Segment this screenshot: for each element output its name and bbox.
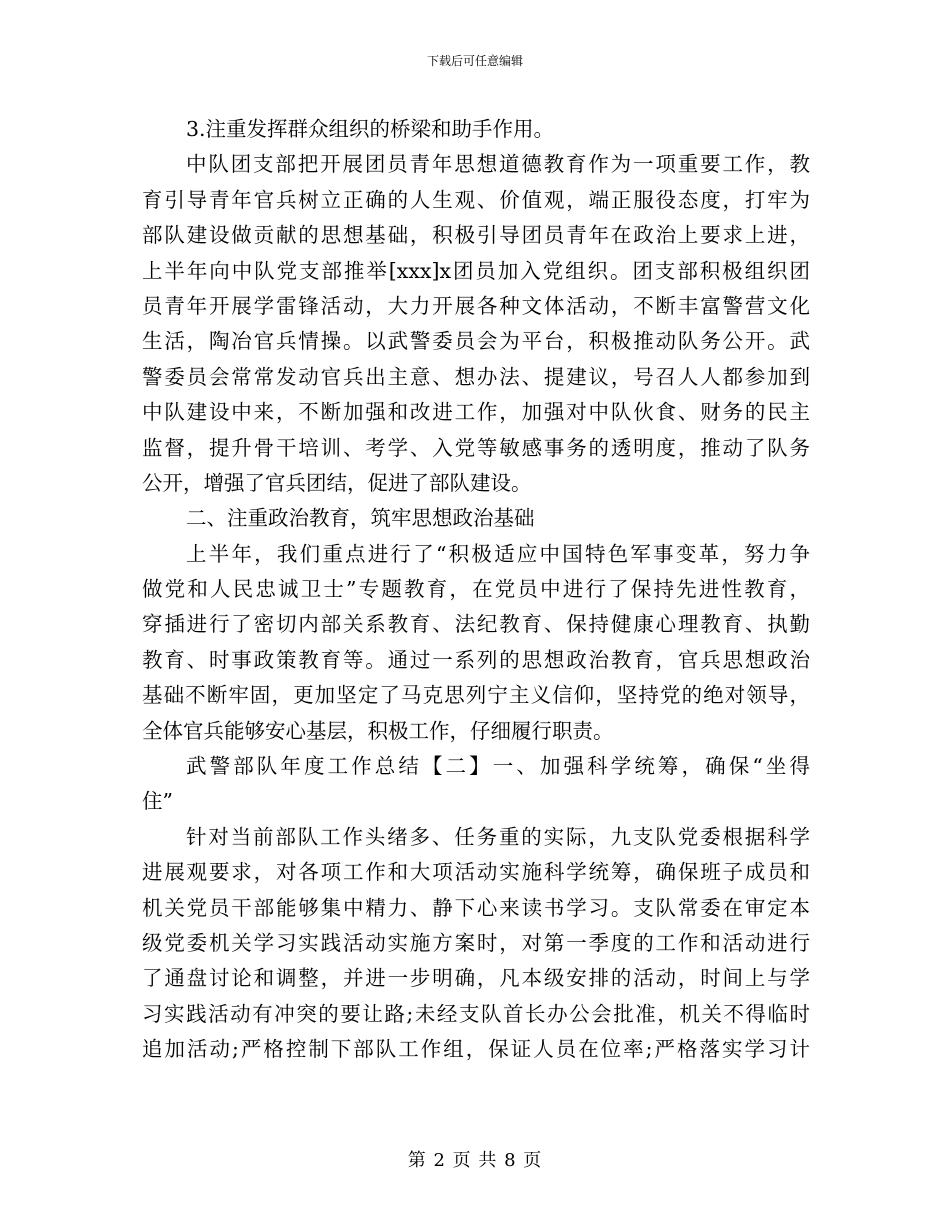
text-line: 上半年，我们重点进行了“积极适应中国特色军事变革，努力争 <box>186 541 810 566</box>
text-line: 教育、时事政策教育等。通过一系列的思想政治教育，官兵思想政治 <box>142 647 810 672</box>
text-line: 监督，提升骨干培训、考学、入党等敏感事务的透明度，推动了队务 <box>142 435 810 460</box>
text-line: 二、注重政治教育，筑牢思想政治基础 <box>186 506 535 531</box>
text-line: 公开，增强了官兵团结，促进了部队建设。 <box>142 470 532 495</box>
text-line: 进展观要求，对各项工作和大项活动实施科学统筹，确保班子成员和 <box>142 860 810 885</box>
text-line: 上半年向中队党支部推举[xxx]x团员加入党组织。团支部积极组织团 <box>142 258 810 283</box>
text-line: 员青年开展学雷锋活动，大力开展各种文体活动，不断丰富警营文化 <box>142 293 810 318</box>
text-line: 育引导青年官兵树立正确的人生观、价值观，端正服役态度，打牢为 <box>142 187 810 212</box>
text-line: 中队团支部把开展团员青年思想道德教育作为一项重要工作，教 <box>186 152 810 177</box>
document-body <box>142 112 810 1068</box>
text-line: 中队建设中来，不断加强和改进工作，加强对中队伙食、财务的民主 <box>142 400 810 425</box>
text-line: 穿插进行了密切内部关系教育、法纪教育、保持健康心理教育、执勤 <box>142 612 810 637</box>
text-line: 警委员会常常发动官兵出主意、想办法、提建议，号召人人都参加到 <box>142 364 810 389</box>
text-line: 做党和人民忠诚卫士”专题教育，在党员中进行了保持先进性教育， <box>142 577 810 602</box>
page-number: 第 2 页 共 8 页 <box>407 1150 543 1171</box>
text-line: 习实践活动有冲突的要让路;未经支队首长办公会批准，机关不得临时 <box>142 1001 810 1026</box>
text-line: 级党委机关学习实践活动实施方案时，对第一季度的工作和活动进行 <box>142 930 810 955</box>
text-line: 部队建设做贡献的思想基础，积极引导团员青年在政治上要求上进， <box>142 223 810 248</box>
text-line: 追加活动;严格控制下部队工作组，保证人员在位率;严格落实学习计 <box>142 1037 810 1062</box>
text-line: 基础不断牢固，更加坚定了马克思列宁主义信仰，坚持党的绝对领导， <box>142 683 810 708</box>
text-line: 机关党员干部能够集中精力、静下心来读书学习。支队常委在审定本 <box>142 895 810 920</box>
text-line: 生活，陶冶官兵情操。以武警委员会为平台，积极推动队务公开。武 <box>142 329 810 354</box>
text-line: 了通盘讨论和调整，并进一步明确，凡本级安排的活动，时间上与学 <box>142 966 810 991</box>
text-line: 全体官兵能够安心基层，积极工作，仔细履行职责。 <box>142 718 614 743</box>
text-line: 武警部队年度工作总结【二】一、加强科学统筹，确保“坐得 <box>186 754 810 779</box>
page-header: 下载后可任意编辑 <box>426 54 523 68</box>
text-line: 3.注重发挥群众组织的桥梁和助手作用。 <box>186 117 555 141</box>
text-line: 住” <box>142 789 173 814</box>
text-line: 针对当前部队工作头绪多、任务重的实际，九支队党委根据科学 <box>186 824 810 849</box>
